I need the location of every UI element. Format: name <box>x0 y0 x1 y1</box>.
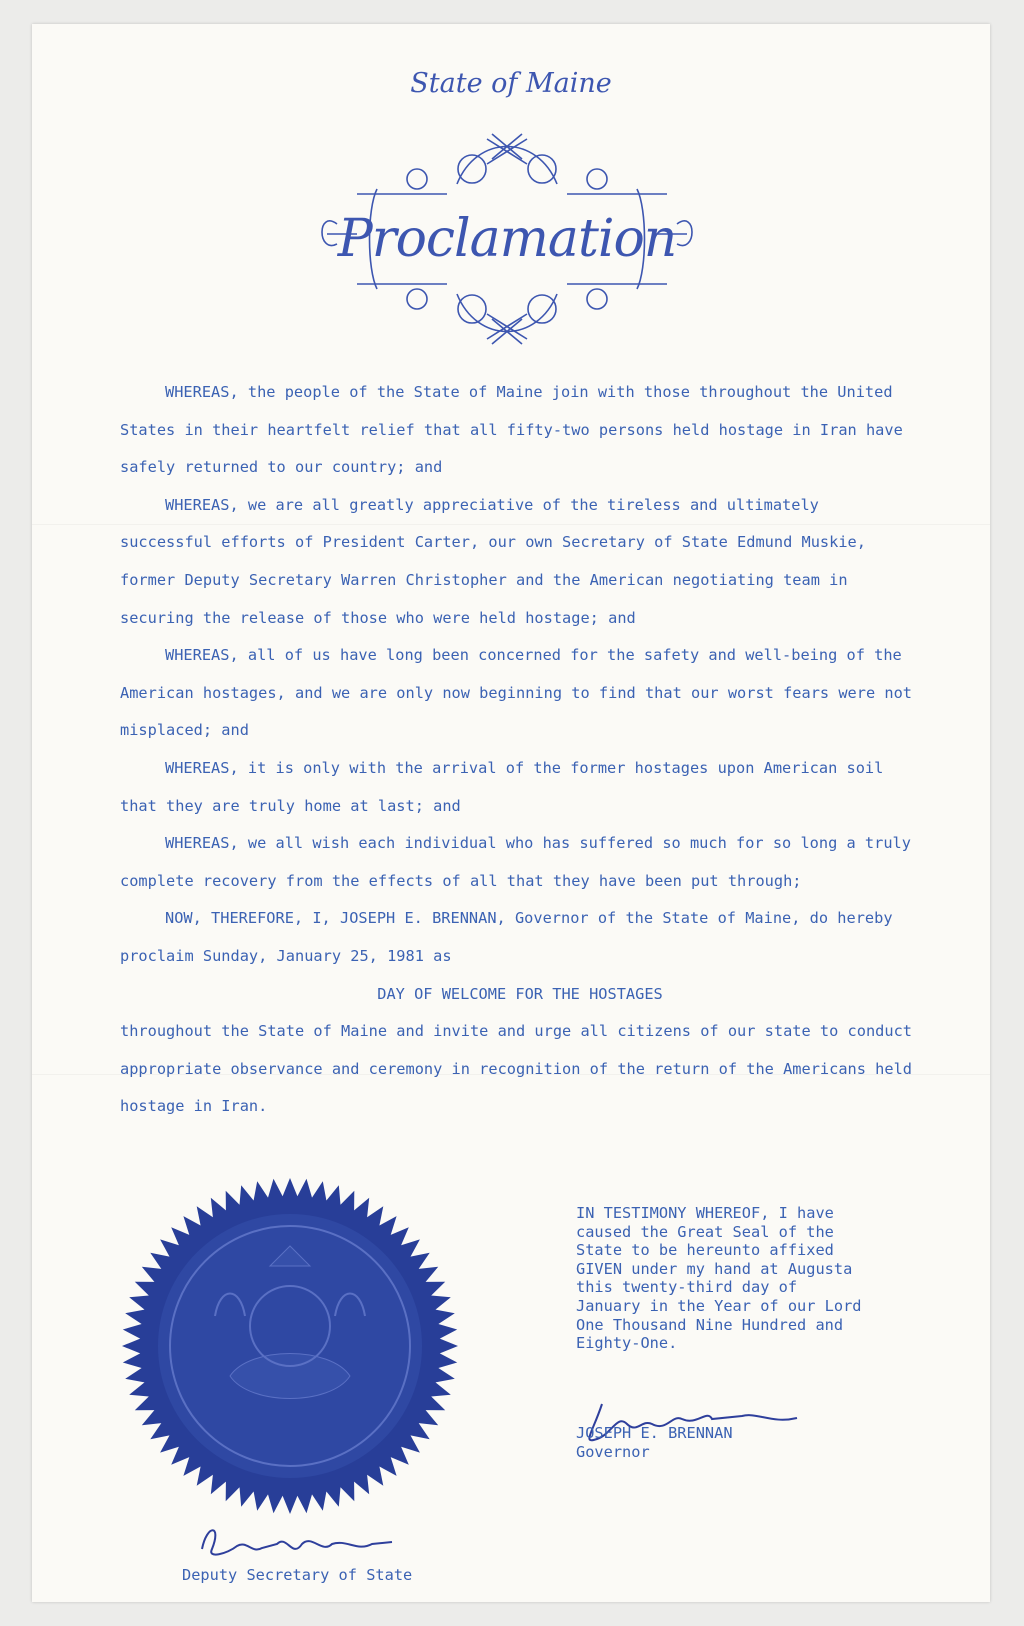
deputy-signature <box>182 1514 412 1574</box>
state-heading: State of Maine <box>410 68 612 99</box>
proclamation-body <box>120 374 920 1126</box>
whereas-paragraph: WHEREAS, we are all greatly appreciative of the tireless and ultimately successful efforts of President Carter, our own Secretary of State Edmund Muskie, former Deputy Secretary Warren Christopher and the American negotiating team in securing the release of those who were held hostage; and <box>120 495 866 627</box>
whereas-paragraph: WHEREAS, all of us have long been concerned for the safety and well-being of the American hostages, and we are only now beginning to find that our worst fears were not misplaced; and <box>120 646 913 740</box>
deputy-title: Deputy Secretary of State <box>182 1566 413 1584</box>
testimony-text: IN TESTIMONY WHEREOF, I have caused the Great Seal of the State to be hereunto affixed GIVEN under my hand at Augusta this twenty-third day of January in the Year of our Lord One Thousand Nine Hundred and Eighty-One. <box>576 1204 862 1353</box>
governor-name: JOSEPH E. BRENNAN <box>576 1424 733 1442</box>
proclamation-title: Proclamation <box>337 209 677 269</box>
closing-paragraph: throughout the State of Maine and invite and urge all citizens of our state to conduct appropriate observance and ceremony in recognition of the return of the Americans held hostage in Iran. <box>120 1022 913 1116</box>
proclamation-document <box>32 24 990 1602</box>
day-of-welcome-heading: DAY OF WELCOME FOR THE HOSTAGES <box>377 984 663 1003</box>
whereas-paragraph: WHEREAS, it is only with the arrival of the former hostages upon American soil that they are truly home at last; and <box>120 758 884 815</box>
whereas-paragraph: WHEREAS, the people of the State of Maine join with those throughout the United States in their heartfelt relief that all fifty-two persons held hostage in Iran have safely returned to our country; and <box>120 383 903 477</box>
whereas-paragraph: WHEREAS, we all wish each individual who has suffered so much for so long a truly complete recovery from the effects of all that they have been put through; <box>120 834 911 890</box>
governor-block <box>576 1424 733 1462</box>
great-seal-icon <box>120 1176 460 1516</box>
governor-title: Governor <box>576 1443 650 1461</box>
proclaim-paragraph: NOW, THEREFORE, I, JOSEPH E. BRENNAN, Governor of the State of Maine, do hereby proclaim Sunday, January 25, 1981 as <box>120 909 893 965</box>
